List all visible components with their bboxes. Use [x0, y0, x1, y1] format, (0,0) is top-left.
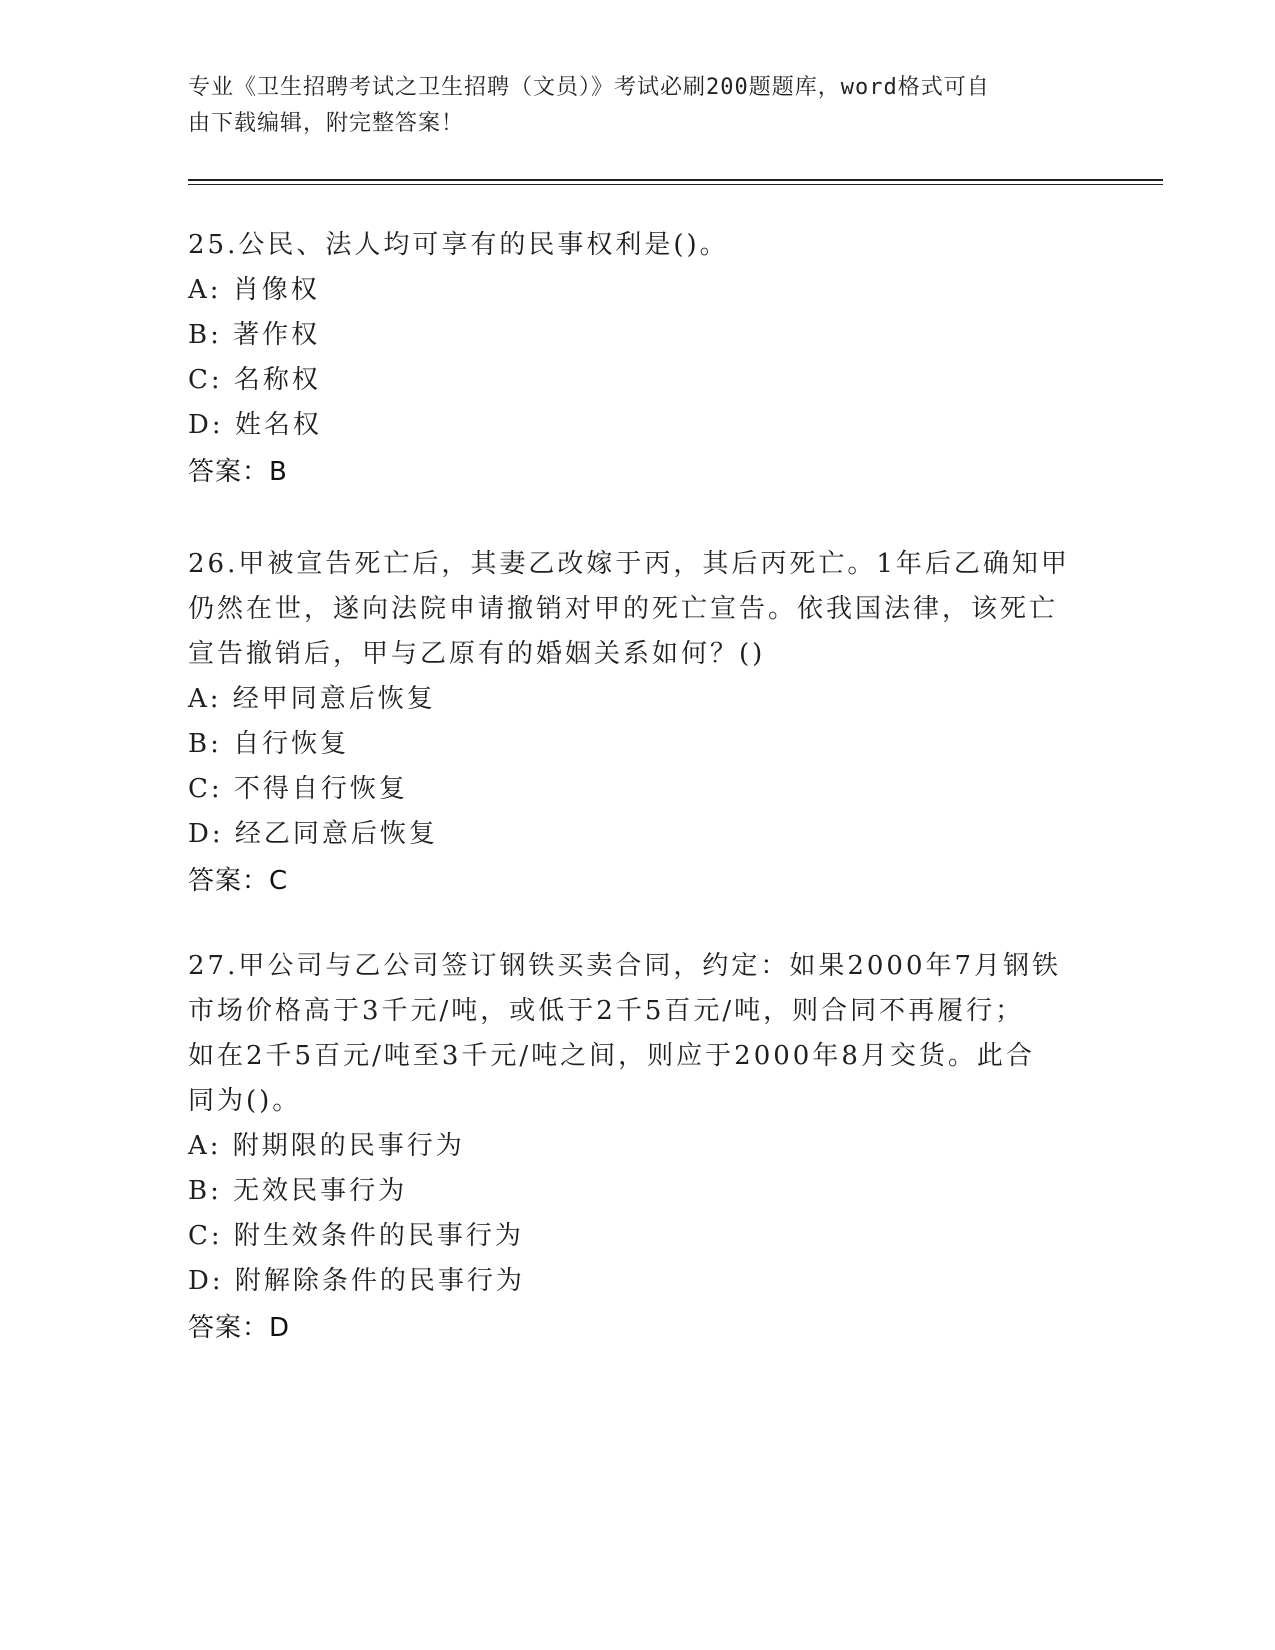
question-stem: [188, 542, 1088, 677]
document-header: [188, 70, 1068, 142]
stem-line: 同为()。: [188, 1086, 302, 1116]
option-d: D: 姓名权: [188, 410, 322, 440]
question-27: [188, 944, 1088, 1352]
option-c: C: 名称权: [188, 365, 321, 395]
question-stem: [188, 223, 1088, 268]
option-d: D: 附解除条件的民事行为: [188, 1266, 525, 1296]
option-b: B: 自行恢复: [188, 729, 350, 759]
answer-line: 答案：B: [188, 457, 288, 487]
stem-line: 25.公民、法人均可享有的民事权利是()。: [188, 230, 729, 260]
stem-line: 仍然在世，遂向法院申请撤销对甲的死亡宣告。依我国法律，该死亡: [188, 594, 1059, 624]
header-line: 专业《卫生招聘考试之卫生招聘（文员）》考试必刷200题题库，word格式可自: [188, 75, 990, 100]
option-d: D: 经乙同意后恢复: [188, 819, 438, 849]
stem-line: 26.甲被宣告死亡后，其妻乙改嫁于丙，其后丙死亡。1年后乙确知甲: [188, 549, 1070, 579]
stem-line: 宣告撤销后，甲与乙原有的婚姻关系如何？(): [188, 639, 766, 669]
stem-line: 市场价格高于3千元/吨，或低于2千5百元/吨，则合同不再履行；: [188, 996, 1025, 1026]
option-c: C: 附生效条件的民事行为: [188, 1221, 524, 1251]
option-b: B: 著作权: [188, 320, 321, 350]
header-line: 由下载编辑，附完整答案！: [188, 111, 465, 136]
answer-line: 答案：D: [188, 1313, 291, 1343]
stem-line: 27.甲公司与乙公司签订钢铁买卖合同，约定：如果2000年7月钢铁: [188, 951, 1062, 981]
option-b: B: 无效民事行为: [188, 1176, 408, 1206]
option-a: A: 附期限的民事行为: [188, 1131, 465, 1161]
header-divider: [188, 179, 1163, 181]
option-a: A: 经甲同意后恢复: [188, 684, 436, 714]
question-stem: [188, 944, 1088, 1124]
question-26: [188, 542, 1088, 905]
answer-line: 答案：C: [188, 866, 289, 896]
option-a: A: 肖像权: [188, 275, 320, 305]
question-25: [188, 223, 1088, 496]
stem-line: 如在2千5百元/吨至3千元/吨之间，则应于2000年8月交货。此合: [188, 1041, 1035, 1071]
header-divider: [188, 184, 1163, 185]
option-c: C: 不得自行恢复: [188, 774, 408, 804]
